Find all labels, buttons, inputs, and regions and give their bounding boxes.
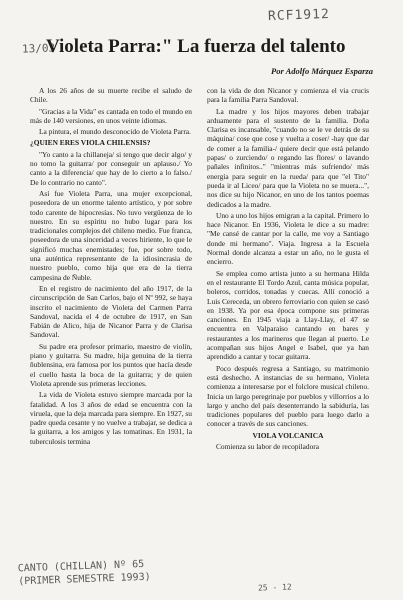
section-heading: ¿QUIEN ERES VIOLA CHILENSIS? bbox=[30, 138, 151, 148]
paragraph: Se emplea como artista junto a su hermana Hilda en el restaurante El Tordo Azul, canta música popular, boleros, corridos, tonadas y cuecas. Allí conoció a Luis Cereceda, un obrero ferroviario con quien se casó en 1938. Ya por esa época compone sus primeras canciones. En 1945 viaja a Llay-Llay, el 47 se encuentra en Valparaíso cantando en bares y restaurantes a los marineros que llegan al puerto. Le acompañan sus hijos Angel e Isabel, que ya han aprendido a cantar y tocar guitarra. bbox=[207, 268, 369, 362]
paragraph: Su padre era profesor primario, maestro de violín, piano y guitarra. Su madre, hija genuina de la tierra ñublensina, era famosa por los puntos que hacía desde el cuello hasta la boca de la guitarra; y de quien Violeta aprende sus primeras lecciones. bbox=[30, 341, 192, 388]
paragraph: Así fue Violeta Parra, una mujer excepcional, poseedora de un enorme talento artístico, y por sobre todo carente de hipocresías. No tuvo vergüenza de lo nuestro. En su espíritu no hubo lugar para los tradicionales complejos del chileno medio. Fue franca, poseedora de una sinceridad a veces hiriente, lo que le significó muchas enemistades; fue, por sobre todo, una auténtica representante de la idiosincrasia de nuestro pueblo, como hija que era de la tierra campesina de Ñuble. bbox=[30, 188, 192, 282]
left-column bbox=[30, 86, 192, 448]
paragraph: Uno a uno los hijos emigran a la capital. Primero lo hace Nicanor. En 1936, Violeta le dice a su madre: "Me cansé de cantar por la calle, me voy a Santiago donde mi hermano". Viaja. Ingresa a la Escuela Normal donde alcanza a estar un año, no le gusta el encierro. bbox=[207, 210, 369, 267]
paragraph: En el registro de nacimiento del año 1917, de la circunscripción de San Carlos, bajo el Nº 992, se haya inscrito el nacimiento de Violeta del Carmen Parra Sandoval, nacida el 4 de octubre de 1917, en San Fabián de Alico, hija de Nicanor Parra y de Clarisa Sandoval. bbox=[30, 283, 192, 340]
paragraph: La pintura, el mundo desconocido de Violeta Parra. bbox=[39, 127, 191, 137]
right-column bbox=[207, 86, 369, 453]
paragraph: con la vida de don Nicanor y comienza el via crucis para la familia Parra Sandoval. bbox=[207, 86, 369, 105]
paragraph: Poco después regresa a Santiago, su matrimonio está deshecho. A instancias de su hermano, Violeta comienza a interesarse por el folclore musical chileno. Inicia un largo peregrinaje por pueblos y villorrios a lo largo y ancho del país desenterrando la sabiduría, las tradiciones populares del pueblo para luego darlo a conocer a través de sus canciones. bbox=[207, 363, 369, 429]
section-heading: VIOLA VOLCANICA bbox=[252, 430, 324, 440]
paragraph: La madre y los hijos mayores deben trabajar arduamente para el sustento de la familia. Doña Clarisa es incansable, "cuando no se le ve detrás de su máquina/ cose que cose y vuelta a coser/ -hay que dar de comer a la familia-/ quiere decir que está pelando papas/ o zurciendo/ o regando las flores/ o lavando pañales infinitos.." "mientras más sufriendo/ más energía para seguir en la rueda/ para que "el Tito" pueda ir al Liceo/ para que la Violeta no se muera...", nos dice su hijo Nicanor, en uno de los tantos poemas dedicados a la madre. bbox=[207, 106, 369, 209]
paragraph: "Gracias a la Vida" es cantada en todo el mundo en más de 140 versiones, en unos veinte idiomas. bbox=[30, 106, 192, 125]
handwritten-source-line2: (PRIMER SEMESTRE 1993) bbox=[18, 571, 151, 588]
paragraph: Comienza su labor de recopiladora bbox=[216, 441, 320, 451]
handwritten-page-number: 25 - 12 bbox=[257, 582, 292, 593]
paragraph: A los 26 años de su muerte recibe el saludo de Chile. bbox=[30, 86, 192, 105]
article-author: Por Adolfo Márquez Esparza bbox=[271, 66, 373, 76]
handwritten-date: 13/03 bbox=[21, 41, 56, 56]
handwritten-source-line1: CANTO (CHILLAN) Nº 65 bbox=[17, 558, 145, 575]
handwritten-reference: RCF1912 bbox=[267, 6, 331, 25]
paragraph: "Yo canto a la chillaneja/ si tengo que decir algo/ y no tomo la guitarra/ por conseguir un aplauso./ Yo canto a la diferencia/ que hay de lo cierto a lo falso./ De lo contrario no canto". bbox=[30, 149, 192, 187]
article-title: Violeta Parra:" La fuerza del talento bbox=[46, 36, 346, 57]
handwritten-source bbox=[18, 558, 151, 589]
paragraph: La vida de Violeta estuvo siempre marcada por la fatalidad. A los 3 años de edad se encuentra con la viruela, que la deja marcada para siempre. En 1927, su padre queda cesante y no vuelve a trabajar, se dedica a la guitarra, a los amigos y las tomatinas. En 1931, la tuberculosis termina bbox=[30, 390, 192, 446]
